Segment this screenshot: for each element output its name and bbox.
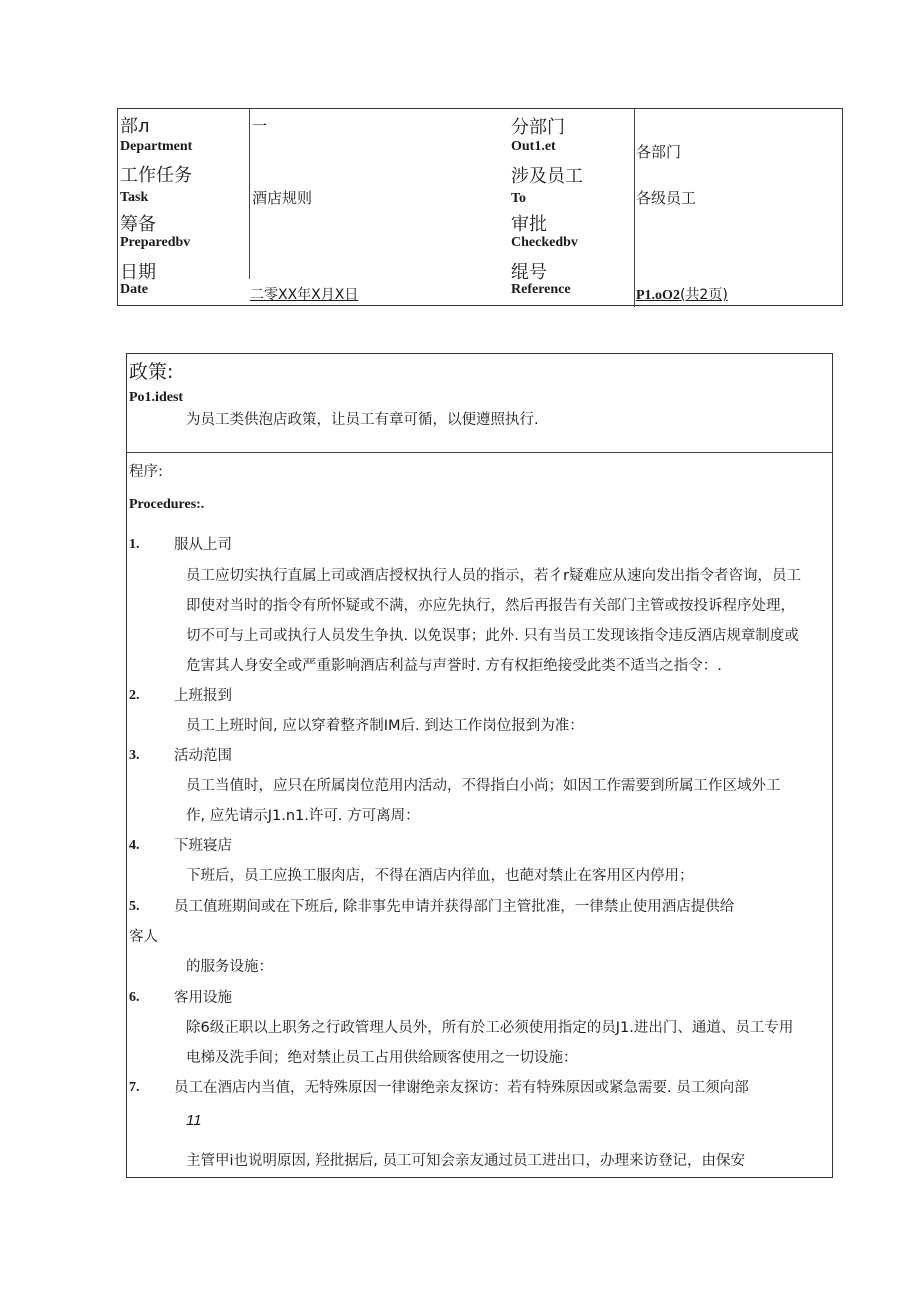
checked-label-en: Checkedbv — [511, 235, 578, 250]
reference-label-en: Reference — [511, 282, 571, 297]
item-line: 员工上班时间, 应以穿着整齐制IM后. 到达工作岗位报到为准： — [186, 718, 584, 734]
item-marker: 11 — [186, 1112, 202, 1129]
item-title: 下班寝店 — [174, 838, 232, 854]
checked-label-zh: 审批 — [511, 214, 547, 235]
item-number: 2. — [129, 688, 140, 703]
date-value: 二零XX年X月X日 — [250, 287, 359, 303]
procedures-title-zh: 程序: — [129, 464, 163, 480]
item-title: 活动范围 — [174, 748, 232, 764]
item-number: 3. — [129, 748, 140, 763]
item-line: 主管甲i也说明原因, 羟批据后, 员工可知会亲友通过员工进出口，办理来访登记，由保安 — [186, 1153, 745, 1169]
to-label-en: To — [511, 191, 527, 206]
date-label-en: Date — [120, 282, 148, 297]
policy-text: 为员工类供泡店政策，让员工有章可循，以便遵照执行. — [186, 412, 539, 428]
sub-department-label-en: Out1.et — [511, 139, 556, 154]
item-number: 6. — [129, 990, 140, 1005]
header-divider — [249, 109, 250, 279]
item-title: 员工在酒店内当值，无特殊原因一律谢绝亲友探访：若有特殊原因或紧急需要. 员工须向部 — [174, 1080, 749, 1096]
content-box — [126, 353, 833, 1178]
item-line: 下班后，员工应换工服肉店，不得在酒店内徉血，也葩对禁止在客用区内停用； — [186, 868, 694, 884]
sub-department-value: 各部门 — [636, 143, 682, 161]
to-label-zh: 涉及员工 — [511, 166, 583, 187]
task-label-zh: 工作任务 — [120, 165, 192, 186]
item-title: 上班报到 — [174, 688, 232, 704]
prepared-label-zh: 筹备 — [120, 214, 156, 235]
item-line: 员工应切实执行直属上司或酒店授权执行人员的指示，若彳r疑难应从速向发出指令者咨询，员工 — [186, 568, 801, 584]
prepared-label-en: Preparedbv — [120, 235, 191, 250]
item-title: 客用设施 — [174, 990, 232, 1006]
to-value: 各级员工 — [636, 189, 697, 207]
item-line: 即使对当时的指令有所怀疑或不满，亦应先执行，然后再报告有关部门主管或按投诉程序处理， — [186, 598, 795, 614]
reference-value — [636, 286, 728, 305]
item-line: 作, 应先请示J1.n1.许可. 方可离周： — [186, 808, 420, 824]
item-line: 的服务设施： — [186, 959, 273, 975]
task-label-en: Task — [120, 190, 149, 205]
section-divider — [127, 452, 832, 453]
header-divider — [634, 109, 635, 307]
reference-page: P1.oO2 — [636, 288, 680, 303]
item-line: 危害其人身安全或严重影响酒店利益与声誉时. 方有权拒绝接受此类不适当之指令：. — [186, 658, 722, 674]
item-number: 7. — [129, 1080, 140, 1095]
item-title: 员工值班期间或在下班后, 除非事先申请并获得部门主管批准，一律禁止使用酒店提供给 — [174, 899, 735, 915]
policy-title-en: Po1.idest — [129, 390, 184, 405]
department-label-zh: 部л — [120, 116, 150, 137]
item-overflow: 客人 — [129, 929, 158, 945]
item-title: 服从上司 — [174, 537, 232, 553]
item-line: 切不可与上司或执行人员发生争执. 以免误事；此外. 只有当员工发现该指令违反酒店规章制度或 — [186, 628, 799, 644]
header-table — [117, 108, 843, 306]
item-number: 5. — [129, 899, 140, 914]
sub-department-label-zh: 分部门 — [511, 117, 565, 138]
item-number: 1. — [129, 537, 140, 552]
department-label-en: Department — [120, 139, 193, 154]
procedures-title-en: Procedures:. — [129, 497, 205, 512]
item-number: 4. — [129, 838, 140, 853]
policy-title-zh: 政策: — [129, 361, 174, 383]
date-label-zh: 日期 — [120, 262, 156, 283]
item-line: 除6级正职以上职务之行政管理人员外，所有於工必须使用指定的员J1.进出门、通道、员工专用 — [186, 1020, 794, 1036]
reference-label-zh: 绲号 — [511, 262, 547, 283]
department-value: 一 — [252, 117, 268, 135]
task-value: 酒店规则 — [252, 189, 313, 207]
item-line: 电梯及洗手间；绝对禁止员工占用供给顾客使用之一切设施： — [186, 1050, 578, 1066]
item-line: 员工当值时，应只在所属岗位范用内活动，不得指白小尚；如因工作需要到所属工作区域外工 — [186, 778, 781, 794]
reference-total: (共2页) — [679, 287, 728, 303]
